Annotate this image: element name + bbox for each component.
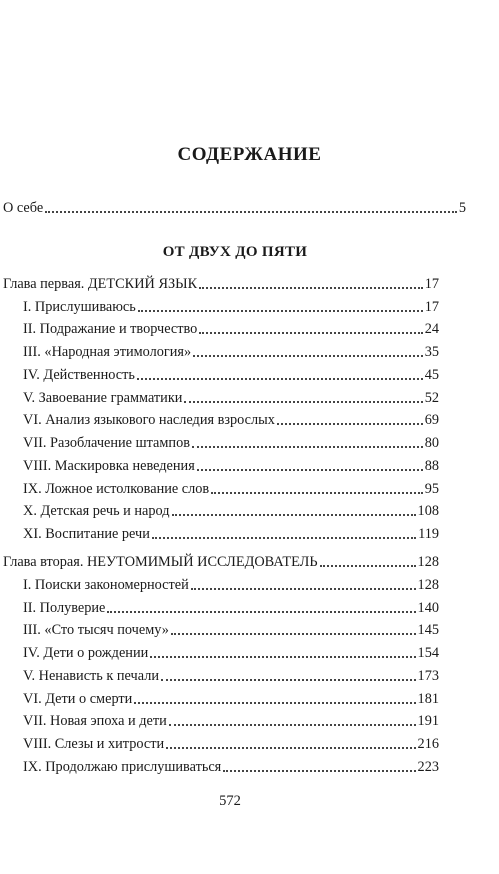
toc-item-page: 191 [417, 713, 439, 729]
toc-item-page: 154 [417, 645, 439, 661]
toc-item-title: VI. Дети о смерти [23, 691, 133, 707]
toc-item-title: II. Полуверие [23, 600, 106, 616]
toc-item-title: III. «Сто тысяч почему» [23, 622, 169, 638]
toc-item-title: VII. Новая эпоха и дети [23, 713, 167, 729]
toc-item-page: 17 [424, 299, 439, 315]
toc-item-title: II. Подражание и творчество [23, 321, 198, 337]
page-title: СОДЕРЖАНИЕ [177, 144, 322, 165]
toc-item [23, 478, 439, 500]
leader-dots [161, 679, 416, 681]
toc-item-title: X. Детская речь и народ [23, 503, 170, 519]
toc-item-title: IX. Ложное истолкование слов [23, 481, 210, 497]
toc-item-title: I. Поиски закономерностей [23, 577, 189, 593]
toc-item-title: V. Ненависть к печали [23, 668, 159, 684]
toc-item [23, 409, 439, 431]
toc-item [23, 432, 439, 454]
toc-item [23, 733, 439, 755]
toc-item-page: 108 [417, 503, 439, 519]
toc-item [23, 597, 439, 619]
toc-item [23, 455, 439, 477]
toc-item-page: 88 [424, 458, 439, 474]
toc-item-page: 35 [424, 344, 439, 360]
toc-entry-about [3, 197, 466, 219]
leader-dots [152, 537, 416, 539]
toc-item [23, 296, 439, 318]
toc-item [23, 665, 439, 687]
toc-item-page: 140 [417, 600, 439, 616]
toc-item-title: XI. Воспитание речи [23, 526, 150, 542]
toc-item [23, 364, 439, 386]
chapter-title: Глава первая. ДЕТСКИЙ ЯЗЫК [3, 276, 198, 292]
leader-dots [193, 355, 423, 357]
leader-dots [199, 332, 422, 334]
toc-item [23, 341, 439, 363]
leader-dots [199, 287, 423, 289]
leader-dots [166, 747, 415, 749]
chapter-page: 17 [424, 276, 439, 292]
leader-dots [171, 633, 416, 635]
leader-dots [172, 514, 416, 516]
toc-item [23, 523, 439, 545]
leader-dots [197, 469, 423, 471]
toc-item [23, 619, 439, 641]
section-title: ОТ ДВУХ ДО ПЯТИ [162, 244, 308, 260]
toc-item-title: VIII. Маскировка неведения [23, 458, 195, 474]
leader-dots [211, 492, 423, 494]
toc-chapter-1 [3, 273, 439, 295]
leader-dots [134, 702, 415, 704]
toc-chapter-2 [3, 551, 439, 573]
leader-dots [223, 770, 415, 772]
leader-dots [137, 378, 423, 380]
chapter-title: Глава вторая. НЕУТОМИМЫЙ ИССЛЕДОВАТЕЛЬ [3, 554, 318, 570]
toc-item-title: IV. Дети о рождении [23, 645, 149, 661]
toc-item-page: 69 [424, 412, 439, 428]
leader-dots [277, 423, 423, 425]
toc-entry-page: 5 [458, 200, 466, 216]
toc-item-title: IX. Продолжаю прислушиваться [23, 759, 222, 775]
toc-item-title: VIII. Слезы и хитрости [23, 736, 165, 752]
leader-dots [107, 611, 415, 613]
toc-item [23, 756, 439, 778]
toc-item [23, 318, 439, 340]
toc-item-page: 216 [417, 736, 439, 752]
leader-dots [138, 310, 423, 312]
toc-item [23, 574, 439, 596]
toc-item-title: VI. Анализ языкового наследия взрослых [23, 412, 275, 428]
leader-dots [150, 656, 415, 658]
toc-item-page: 145 [417, 622, 439, 638]
leader-dots [320, 565, 416, 567]
toc-item-page: 223 [417, 759, 439, 775]
toc-item-title: VII. Разоблачение штампов [23, 435, 190, 451]
toc-item-page: 24 [424, 321, 439, 337]
page-number: 572 [219, 793, 241, 809]
toc-item [23, 387, 439, 409]
toc-item-page: 128 [417, 577, 439, 593]
leader-dots [191, 588, 416, 590]
toc-item [23, 688, 439, 710]
toc-item-title: I. Прислушиваюсь [23, 299, 136, 315]
toc-item-page: 80 [424, 435, 439, 451]
toc-item-page: 95 [424, 481, 439, 497]
toc-item-page: 119 [418, 526, 439, 542]
toc-item-title: III. «Народная этимология» [23, 344, 192, 360]
leader-dots [169, 724, 416, 726]
toc-item-page: 181 [417, 691, 439, 707]
chapter-page: 128 [417, 554, 439, 570]
leader-dots [184, 401, 422, 403]
toc-item [23, 710, 439, 732]
toc-item [23, 500, 439, 522]
toc-item-page: 173 [417, 668, 439, 684]
toc-item [23, 642, 439, 664]
leader-dots [45, 211, 457, 213]
leader-dots [192, 446, 423, 448]
toc-item-title: V. Завоевание грамматики [23, 390, 183, 406]
toc-entry-title: О себе [3, 200, 44, 216]
toc-item-title: IV. Действенность [23, 367, 135, 383]
toc-item-page: 45 [424, 367, 439, 383]
toc-item-page: 52 [424, 390, 439, 406]
